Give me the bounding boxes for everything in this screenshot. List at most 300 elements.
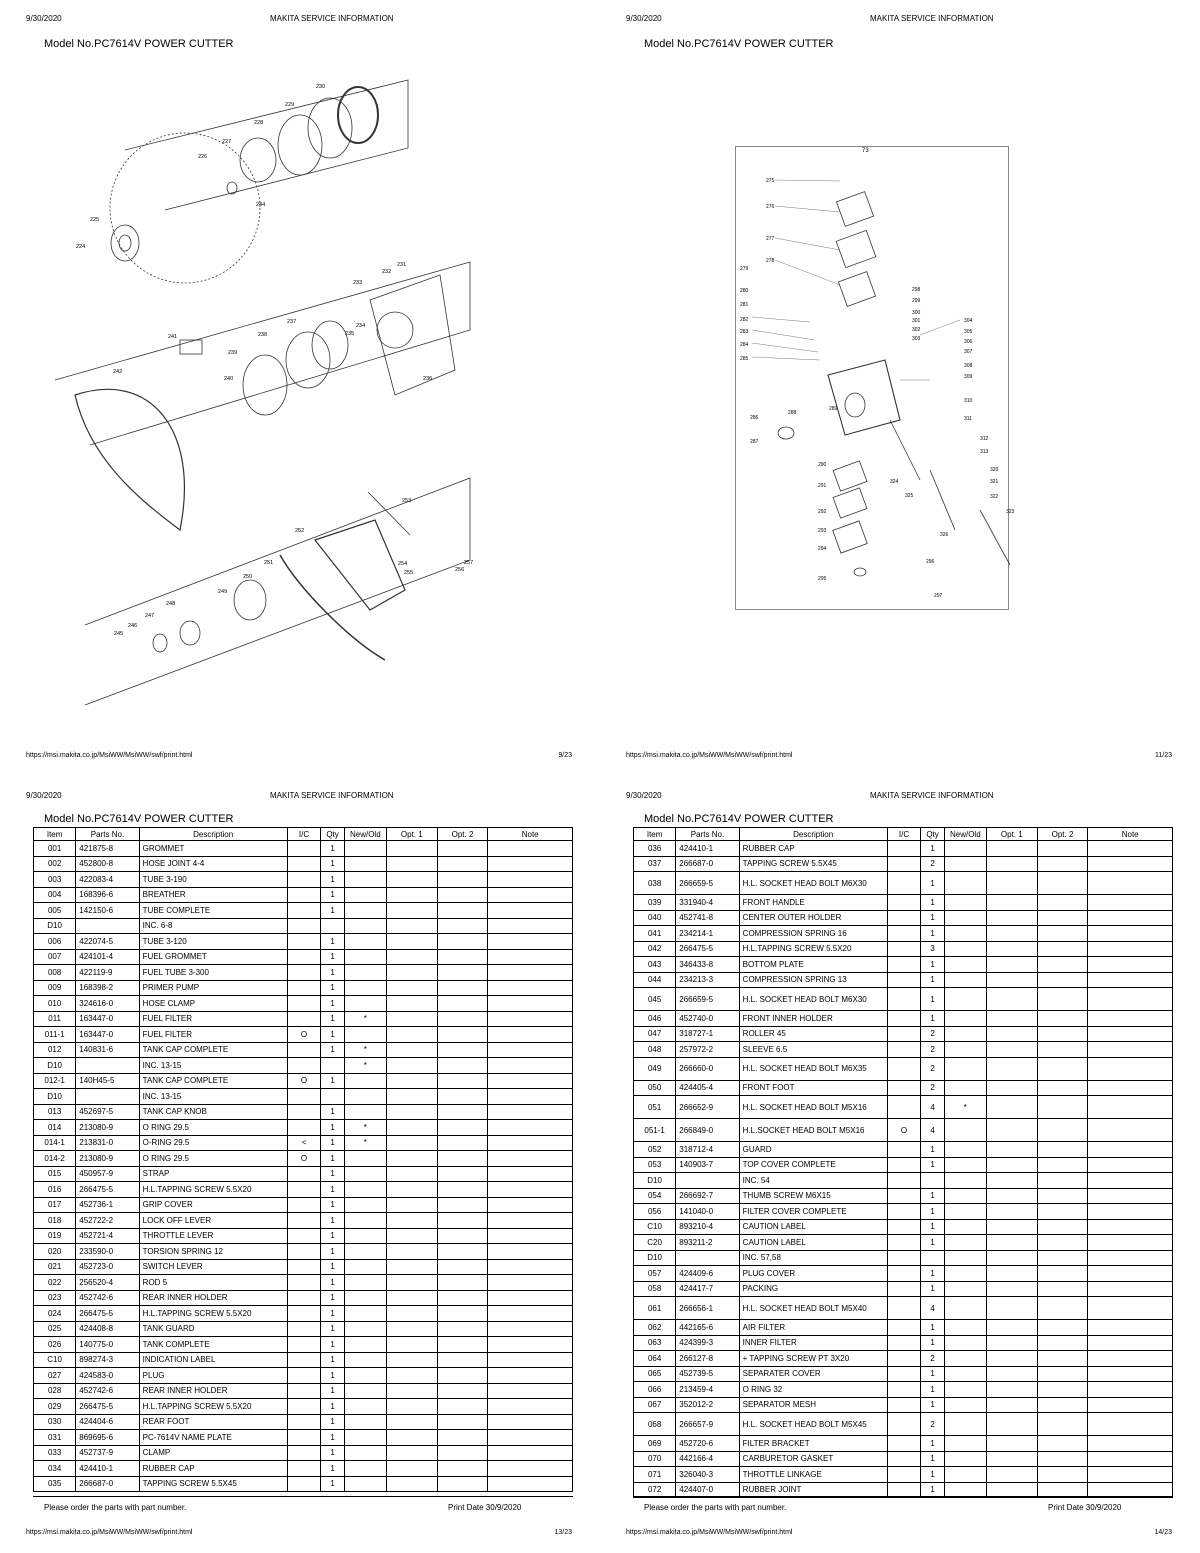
opt2-cell — [1037, 1413, 1088, 1436]
opt1-cell — [386, 1337, 437, 1353]
description-cell: PACKING — [739, 1281, 887, 1297]
opt2-cell — [1037, 1266, 1088, 1282]
qty-cell: 1 — [321, 903, 344, 919]
opt2-cell — [437, 1011, 488, 1027]
description-cell: COMPRESSION SPRING 16 — [739, 926, 887, 942]
ic-cell — [887, 856, 921, 872]
svg-text:245: 245 — [114, 631, 124, 637]
opt2-cell — [1037, 1436, 1088, 1452]
qty-cell: 1 — [921, 1320, 944, 1336]
opt2-cell — [437, 1197, 488, 1213]
svg-text:253: 253 — [402, 498, 412, 504]
part-number-cell: 266659-5 — [676, 872, 739, 895]
opt1-cell — [386, 1430, 437, 1446]
qty-cell: 1 — [921, 1157, 944, 1173]
description-cell: FRONT INNER HOLDER — [739, 1011, 887, 1027]
svg-text:311: 311 — [964, 416, 972, 422]
part-number-cell: 442165-6 — [676, 1320, 739, 1336]
ic-cell — [887, 872, 921, 895]
qty-cell: 1 — [921, 1366, 944, 1382]
opt1-cell — [986, 1281, 1037, 1297]
svg-text:280: 280 — [740, 288, 749, 294]
part-number-cell: 424405-4 — [676, 1080, 739, 1096]
item-cell: 003 — [34, 872, 76, 888]
qty-cell — [921, 1250, 944, 1266]
item-cell: 072 — [634, 1482, 676, 1498]
item-cell: 047 — [634, 1026, 676, 1042]
svg-text:296: 296 — [926, 559, 935, 565]
item-cell: 019 — [34, 1228, 76, 1244]
new-old-cell — [944, 941, 986, 957]
ic-cell — [887, 941, 921, 957]
description-cell: SWITCH LEVER — [139, 1259, 287, 1275]
description-cell: THROTTLE LINKAGE — [739, 1467, 887, 1483]
new-old-cell — [944, 1320, 986, 1336]
table-row — [34, 1166, 573, 1182]
opt1-cell — [986, 1173, 1037, 1189]
parts-table — [33, 827, 573, 1492]
qty-cell: 2 — [921, 1413, 944, 1436]
note-cell — [488, 1228, 573, 1244]
svg-text:290: 290 — [818, 462, 827, 468]
svg-text:254: 254 — [398, 561, 408, 567]
qty-cell: 1 — [321, 1337, 344, 1353]
ic-cell — [287, 887, 321, 903]
new-old-cell — [344, 918, 386, 934]
new-old-cell: * — [344, 1135, 386, 1151]
page-number: 11/23 — [1155, 752, 1172, 759]
note-cell — [488, 1337, 573, 1353]
description-cell: GROMMET — [139, 841, 287, 857]
qty-cell: 1 — [321, 1275, 344, 1291]
opt2-cell — [1037, 941, 1088, 957]
svg-text:241: 241 — [168, 334, 178, 340]
table-row — [634, 972, 1173, 988]
opt1-cell — [386, 1244, 437, 1260]
opt2-cell — [1037, 1351, 1088, 1367]
column-header: Description — [139, 828, 287, 841]
qty-cell: 1 — [321, 1290, 344, 1306]
opt2-cell — [1037, 1235, 1088, 1251]
new-old-cell — [944, 856, 986, 872]
qty-cell: 1 — [321, 1352, 344, 1368]
ic-cell — [287, 1461, 321, 1477]
qty-cell: 1 — [321, 887, 344, 903]
qty-cell: 1 — [921, 895, 944, 911]
new-old-cell — [944, 1235, 986, 1251]
qty-cell: 2 — [921, 856, 944, 872]
description-cell: H.L. SOCKET HEAD BOLT M6X30 — [739, 988, 887, 1011]
description-cell: INNER FILTER — [739, 1335, 887, 1351]
item-cell: 004 — [34, 887, 76, 903]
qty-cell: 2 — [921, 1080, 944, 1096]
description-cell: INDICATION LABEL — [139, 1352, 287, 1368]
divider — [633, 1496, 1173, 1497]
opt1-cell — [986, 1188, 1037, 1204]
header-date: 9/30/2020 — [26, 14, 62, 23]
note-cell — [1088, 941, 1173, 957]
note-cell — [1088, 841, 1173, 857]
ic-cell — [887, 1188, 921, 1204]
column-header: Note — [488, 828, 573, 841]
new-old-cell — [344, 1275, 386, 1291]
note-cell — [1088, 1157, 1173, 1173]
new-old-cell — [944, 1011, 986, 1027]
page-number: 13/23 — [554, 1529, 572, 1536]
table-row — [34, 965, 573, 981]
svg-text:235: 235 — [345, 331, 355, 337]
opt1-cell — [386, 1104, 437, 1120]
column-header: Opt. 1 — [986, 828, 1037, 841]
new-old-cell — [944, 988, 986, 1011]
note-cell — [1088, 895, 1173, 911]
item-cell: 052 — [634, 1142, 676, 1158]
qty-cell: 4 — [921, 1119, 944, 1142]
svg-text:278: 278 — [766, 258, 775, 264]
qty-cell: 2 — [921, 1026, 944, 1042]
table-row — [634, 1250, 1173, 1266]
table-row — [634, 1382, 1173, 1398]
note-cell — [488, 1151, 573, 1167]
part-number-cell — [676, 1173, 739, 1189]
part-number-cell — [76, 918, 139, 934]
item-cell: 051-1 — [634, 1119, 676, 1142]
item-cell: 024 — [34, 1306, 76, 1322]
ic-cell — [287, 1228, 321, 1244]
part-number-cell: 266692-7 — [676, 1188, 739, 1204]
opt1-cell — [386, 1321, 437, 1337]
opt2-cell — [1037, 1026, 1088, 1042]
table-row — [634, 1204, 1173, 1220]
description-cell: REAR FOOT — [139, 1414, 287, 1430]
diagram2-callouts — [740, 148, 1015, 599]
note-cell — [1088, 1057, 1173, 1080]
table-header-row — [34, 828, 573, 841]
opt1-cell — [386, 949, 437, 965]
ic-cell — [287, 1321, 321, 1337]
table-row — [34, 1259, 573, 1275]
model-title: Model No.PC7614V POWER CUTTER — [44, 813, 234, 825]
table-row — [634, 1142, 1173, 1158]
svg-text:227: 227 — [222, 139, 232, 145]
description-cell: H.L.TAPPING SCREW 5.5X20 — [139, 1306, 287, 1322]
diagram1-callouts — [76, 84, 473, 637]
opt1-cell — [986, 1204, 1037, 1220]
table-row — [34, 1290, 573, 1306]
qty-cell: 4 — [921, 1297, 944, 1320]
item-cell: 068 — [634, 1413, 676, 1436]
item-cell: 017 — [34, 1197, 76, 1213]
table-row — [634, 910, 1173, 926]
table-row — [634, 1157, 1173, 1173]
table-row — [34, 1461, 573, 1477]
qty-cell: 1 — [921, 1451, 944, 1467]
description-cell: HOSE JOINT 4-4 — [139, 856, 287, 872]
opt1-cell — [986, 926, 1037, 942]
header-date: 9/30/2020 — [626, 14, 662, 23]
opt2-cell — [437, 1089, 488, 1105]
description-cell: CENTER OUTER HOLDER — [739, 910, 887, 926]
part-number-cell — [76, 1089, 139, 1105]
new-old-cell — [944, 1250, 986, 1266]
new-old-cell: * — [344, 1058, 386, 1074]
opt1-cell — [386, 1399, 437, 1415]
description-cell: H.L.TAPPING SCREW 5.5X20 — [139, 1399, 287, 1415]
note-cell — [1088, 1320, 1173, 1336]
new-old-cell — [344, 1445, 386, 1461]
table-row — [634, 856, 1173, 872]
ic-cell — [287, 1197, 321, 1213]
table-row — [34, 1228, 573, 1244]
page-number: 14/23 — [1154, 1529, 1172, 1536]
ic-cell — [887, 1250, 921, 1266]
description-cell: O RING 29.5 — [139, 1120, 287, 1136]
qty-cell — [321, 1058, 344, 1074]
exploded-diagram-carburetor — [600, 0, 1200, 740]
svg-text:233: 233 — [353, 280, 363, 286]
item-cell: D10 — [634, 1173, 676, 1189]
table-row — [34, 1352, 573, 1368]
qty-cell: 1 — [921, 1204, 944, 1220]
note-cell — [1088, 1382, 1173, 1398]
new-old-cell — [944, 926, 986, 942]
new-old-cell — [944, 1335, 986, 1351]
ic-cell — [887, 841, 921, 857]
description-cell: PLUG — [139, 1368, 287, 1384]
opt1-cell — [986, 1119, 1037, 1142]
svg-text:250: 250 — [243, 574, 253, 580]
qty-cell — [921, 1173, 944, 1189]
svg-text:277: 277 — [766, 236, 775, 242]
order-note: Please order the parts with part number. — [44, 1503, 187, 1512]
ic-cell — [887, 1026, 921, 1042]
svg-text:232: 232 — [382, 269, 392, 275]
opt2-cell — [437, 1027, 488, 1043]
item-cell: D10 — [34, 918, 76, 934]
opt1-cell — [386, 918, 437, 934]
item-cell: 011 — [34, 1011, 76, 1027]
qty-cell: 1 — [321, 1244, 344, 1260]
note-cell — [1088, 1451, 1173, 1467]
description-cell: H.L. SOCKET HEAD BOLT M5X16 — [739, 1096, 887, 1119]
note-cell — [1088, 1011, 1173, 1027]
part-number-cell: 450957-9 — [76, 1166, 139, 1182]
ic-cell — [287, 1399, 321, 1415]
part-number-cell: 452742-6 — [76, 1290, 139, 1306]
opt2-cell — [437, 918, 488, 934]
column-header: Qty — [321, 828, 344, 841]
part-number-cell: 452741-8 — [676, 910, 739, 926]
svg-text:286: 286 — [750, 415, 759, 421]
qty-cell: 1 — [921, 1335, 944, 1351]
ic-cell — [287, 1104, 321, 1120]
part-number-cell: 266656-1 — [676, 1297, 739, 1320]
description-cell: THUMB SCREW M6X15 — [739, 1188, 887, 1204]
opt2-cell — [437, 1321, 488, 1337]
part-number-cell: 266660-0 — [676, 1057, 739, 1080]
table-row — [34, 1213, 573, 1229]
table-row — [34, 1414, 573, 1430]
opt2-cell — [437, 1166, 488, 1182]
svg-text:249: 249 — [218, 589, 228, 595]
table-row — [34, 856, 573, 872]
ic-cell — [287, 1058, 321, 1074]
new-old-cell — [344, 1027, 386, 1043]
ic-cell — [887, 1219, 921, 1235]
opt1-cell — [386, 1073, 437, 1089]
qty-cell: 1 — [321, 1104, 344, 1120]
ic-cell — [287, 996, 321, 1012]
table-row — [34, 1430, 573, 1446]
part-number-cell: 424399-3 — [676, 1335, 739, 1351]
item-cell: 067 — [634, 1397, 676, 1413]
item-cell: 014-2 — [34, 1151, 76, 1167]
table-row — [634, 1351, 1173, 1367]
ic-cell — [887, 1266, 921, 1282]
part-number-cell: 168398-2 — [76, 980, 139, 996]
qty-cell: 1 — [321, 856, 344, 872]
note-cell — [488, 1476, 573, 1492]
note-cell — [488, 1445, 573, 1461]
qty-cell: 1 — [921, 872, 944, 895]
opt1-cell — [986, 972, 1037, 988]
ic-cell — [287, 1445, 321, 1461]
opt2-cell — [1037, 1057, 1088, 1080]
table-header-row — [634, 828, 1173, 841]
note-cell — [488, 1352, 573, 1368]
table-row — [34, 1197, 573, 1213]
note-cell — [488, 1275, 573, 1291]
new-old-cell — [344, 1151, 386, 1167]
new-old-cell — [344, 1476, 386, 1492]
opt2-cell — [437, 1135, 488, 1151]
item-cell: 040 — [634, 910, 676, 926]
svg-text:251: 251 — [264, 560, 274, 566]
new-old-cell — [944, 1142, 986, 1158]
opt2-cell — [1037, 1366, 1088, 1382]
item-cell: 070 — [634, 1451, 676, 1467]
description-cell: H.L. SOCKET HEAD BOLT M6X35 — [739, 1057, 887, 1080]
opt1-cell — [386, 1120, 437, 1136]
part-number-cell: 452737-9 — [76, 1445, 139, 1461]
table-row — [34, 949, 573, 965]
new-old-cell — [344, 1383, 386, 1399]
opt1-cell — [986, 1026, 1037, 1042]
qty-cell: 1 — [321, 1259, 344, 1275]
ic-cell — [287, 918, 321, 934]
item-cell: 009 — [34, 980, 76, 996]
table-row — [34, 934, 573, 950]
footer-url: https://msi.makita.co.jp/MsiWW/MsiWW/swf/print.html — [26, 752, 193, 759]
note-cell — [488, 1414, 573, 1430]
opt2-cell — [437, 1461, 488, 1477]
table-row — [634, 1335, 1173, 1351]
note-cell — [488, 1073, 573, 1089]
ic-cell — [887, 1436, 921, 1452]
item-cell: 028 — [34, 1383, 76, 1399]
item-cell: 026 — [34, 1337, 76, 1353]
opt2-cell — [437, 1399, 488, 1415]
opt1-cell — [386, 1461, 437, 1477]
description-cell: FUEL GROMMET — [139, 949, 287, 965]
opt1-cell — [386, 1259, 437, 1275]
ic-cell — [887, 1413, 921, 1436]
qty-cell: 1 — [921, 1235, 944, 1251]
column-header: New/Old — [944, 828, 986, 841]
opt1-cell — [386, 996, 437, 1012]
new-old-cell — [344, 887, 386, 903]
opt2-cell — [437, 996, 488, 1012]
part-number-cell: 266475-5 — [76, 1306, 139, 1322]
footer-url: https://msi.makita.co.jp/MsiWW/MsiWW/swf/print.html — [26, 1529, 193, 1536]
qty-cell: 1 — [321, 1166, 344, 1182]
item-cell: 048 — [634, 1042, 676, 1058]
opt1-cell — [386, 903, 437, 919]
new-old-cell — [944, 872, 986, 895]
parts-table — [633, 827, 1173, 1498]
note-cell — [488, 1120, 573, 1136]
note-cell — [1088, 1188, 1173, 1204]
opt2-cell — [437, 1275, 488, 1291]
description-cell: FUEL FILTER — [139, 1011, 287, 1027]
item-cell: 002 — [34, 856, 76, 872]
item-cell: D10 — [34, 1089, 76, 1105]
table-row — [634, 1451, 1173, 1467]
qty-cell: 1 — [921, 988, 944, 1011]
ic-cell: O — [287, 1151, 321, 1167]
qty-cell: 1 — [321, 1197, 344, 1213]
description-cell: O RING 32 — [739, 1382, 887, 1398]
svg-text:297: 297 — [934, 593, 943, 599]
svg-text:291: 291 — [818, 483, 827, 489]
opt2-cell — [437, 1244, 488, 1260]
table-row — [34, 980, 573, 996]
qty-cell: 1 — [321, 1321, 344, 1337]
ic-cell — [287, 1213, 321, 1229]
part-number-cell: 318712-4 — [676, 1142, 739, 1158]
svg-text:284: 284 — [740, 342, 749, 348]
column-header: New/Old — [344, 828, 386, 841]
table-row — [34, 1042, 573, 1058]
qty-cell: 1 — [321, 1011, 344, 1027]
svg-text:295: 295 — [818, 576, 827, 582]
part-number-cell: 326040-3 — [676, 1467, 739, 1483]
new-old-cell — [344, 1182, 386, 1198]
opt1-cell — [386, 1476, 437, 1492]
qty-cell: 1 — [921, 910, 944, 926]
ic-cell — [887, 1204, 921, 1220]
item-cell: 035 — [34, 1476, 76, 1492]
item-cell: 007 — [34, 949, 76, 965]
svg-text:321: 321 — [990, 479, 999, 485]
svg-text:275: 275 — [766, 178, 775, 184]
note-cell — [488, 887, 573, 903]
opt2-cell — [1037, 926, 1088, 942]
svg-text:236: 236 — [423, 376, 433, 382]
part-number-cell: 452739-5 — [676, 1366, 739, 1382]
table-row — [34, 1368, 573, 1384]
new-old-cell — [944, 1026, 986, 1042]
new-old-cell — [344, 965, 386, 981]
part-number-cell: 424409-6 — [676, 1266, 739, 1282]
description-cell: COMPRESSION SPRING 13 — [739, 972, 887, 988]
opt2-cell — [437, 1058, 488, 1074]
opt2-cell — [1037, 1157, 1088, 1173]
opt2-cell — [1037, 895, 1088, 911]
description-cell: TOP COVER COMPLETE — [739, 1157, 887, 1173]
qty-cell: 1 — [921, 1281, 944, 1297]
description-cell: H.L.SOCKET HEAD BOLT M5X16 — [739, 1119, 887, 1142]
